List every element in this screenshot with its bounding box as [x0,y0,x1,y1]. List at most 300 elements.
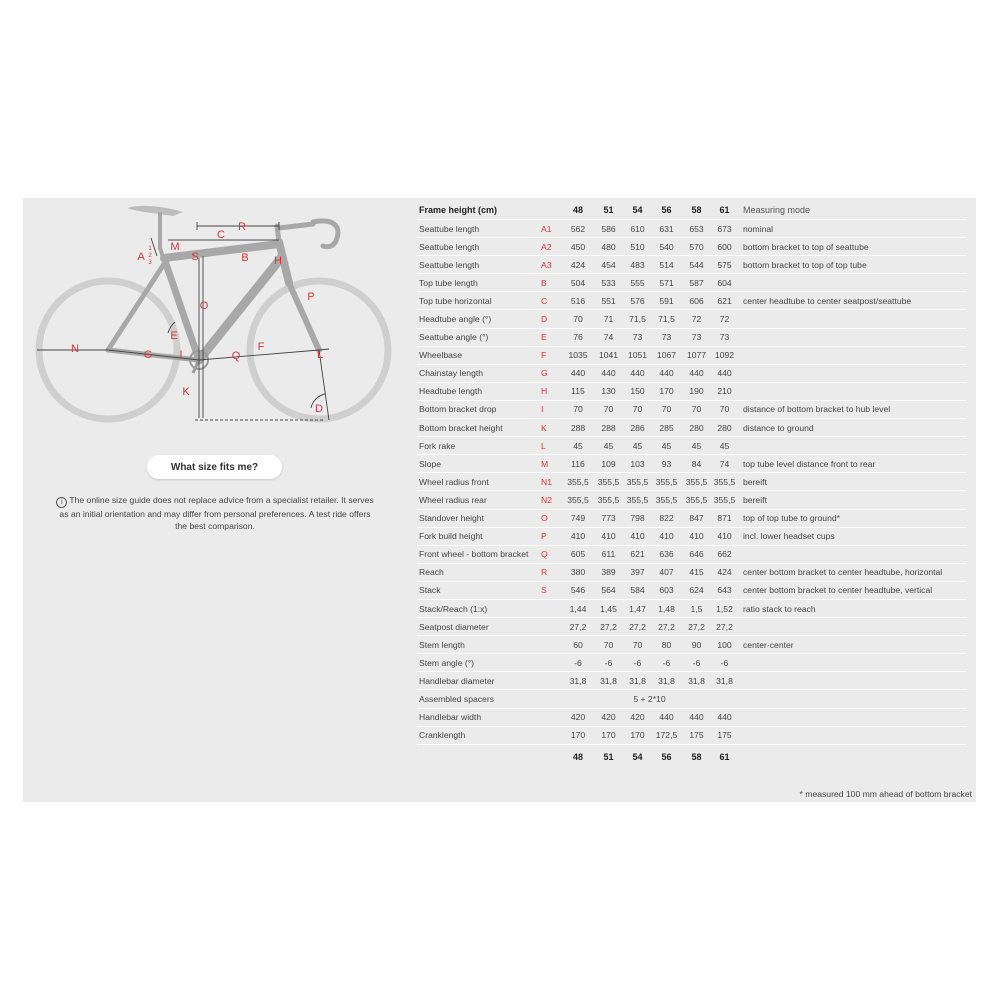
cell-value: 60 [562,636,594,654]
row-code [541,726,562,744]
cell-value: 76 [562,328,594,346]
cell-value: 440 [594,364,623,382]
cell-value: 45 [712,437,737,455]
row-code: Q [541,545,562,563]
label-N: N [71,343,79,355]
cell-value: 606 [681,292,712,310]
cell-value: 286 [623,419,652,437]
cell-value: 584 [623,581,652,599]
cell-value: 45 [623,437,652,455]
cell-value: 116 [562,455,594,473]
row-label: Slope [417,455,541,473]
cell-value: 170 [562,726,594,744]
table-row [417,599,966,617]
table-row [417,310,966,328]
row-code: S [541,581,562,599]
cell-value: 170 [594,726,623,744]
table-row [417,364,966,382]
row-note: top tube level distance front to rear [737,455,966,473]
cell-value: 407 [652,563,681,581]
row-code [541,654,562,672]
cell-value: 71,5 [623,310,652,328]
table-row [417,437,966,455]
row-note: center bottom bracket to center headtube, horizontal [737,563,966,581]
cell-value: 1041 [594,346,623,364]
row-note [737,382,966,400]
cell-value: 109 [594,455,623,473]
cell-value: 533 [594,274,623,292]
row-code [541,599,562,617]
row-label: Headtube length [417,382,541,400]
cell-value: 410 [623,527,652,545]
cell-value: -6 [594,654,623,672]
cell-value: 70 [712,400,737,418]
label-G: G [143,349,153,361]
row-label: Wheel radius front [417,473,541,491]
row-label: Wheelbase [417,346,541,364]
cell-value: 551 [594,292,623,310]
row-code: R [541,563,562,581]
row-label: Chainstay length [417,364,541,382]
cell-value: 31,8 [681,672,712,690]
row-label: Wheel radius rear [417,491,541,509]
row-note: top of top tube to ground* [737,509,966,527]
row-label: Cranklength [417,726,541,744]
cell-value: 389 [594,563,623,581]
row-label: Reach [417,563,541,581]
table-row [417,382,966,400]
row-label: Stem angle (°) [417,654,541,672]
table-row [417,238,966,256]
cell-value: 420 [562,708,594,726]
cell-value: 1,47 [623,599,652,617]
cell-value: 420 [594,708,623,726]
disclaimer-text: The online size guide does not replace advice from a specialist retailer. It serves as an initial orientation and may differ from personal preferences. A test ride offers the best comparison. [59,495,374,531]
cell-value: 27,2 [652,618,681,636]
cell-value: 27,2 [681,618,712,636]
cell-value: 27,2 [623,618,652,636]
table-row [417,328,966,346]
cell-value: 115 [562,382,594,400]
label-B: B [241,252,249,264]
table-row [417,346,966,364]
row-code [541,672,562,690]
row-code [541,636,562,654]
row-label: Fork rake [417,437,541,455]
table-row [417,618,966,636]
size-footer: 56 [661,751,672,762]
table-row [417,256,966,274]
row-label: Seattube length [417,220,541,238]
cell-value: 514 [652,256,681,274]
row-code: P [541,527,562,545]
row-note: nominal [737,220,966,238]
row-note: distance of bottom bracket to hub level [737,400,966,418]
row-note: bereift [737,491,966,509]
row-label: Handlebar width [417,708,541,726]
cell-value: 636 [652,545,681,563]
size-guide-disclaimer [55,494,375,532]
cell-value: 355,5 [562,491,594,509]
footnote: * measured 100 mm ahead of bottom bracket [799,789,972,799]
row-code: F [541,346,562,364]
table-row [417,672,966,690]
row-note: bereift [737,473,966,491]
cell-value: 624 [681,581,712,599]
cell-value: 544 [681,256,712,274]
cell-value: 410 [681,527,712,545]
label-C: C [217,229,225,241]
cell-value: 621 [623,545,652,563]
label-A: A [137,251,145,263]
label-H: H [274,255,282,267]
cell-value: 380 [562,563,594,581]
cell-value: 170 [652,382,681,400]
cell-value: 871 [712,509,737,527]
cell-value: 73 [652,328,681,346]
cell-value: 440 [681,364,712,382]
cell-value: 410 [652,527,681,545]
cell-value: 70 [652,400,681,418]
row-note: bottom bracket to top of top tube [737,256,966,274]
size-header: 56 [652,201,681,220]
cell-value: 576 [623,292,652,310]
row-code: A1 [541,220,562,238]
row-note [737,310,966,328]
info-icon: i [56,497,67,508]
cell-value: 175 [712,726,737,744]
label-I: I [179,349,183,361]
cell-value: 31,8 [623,672,652,690]
geometry-table [417,201,966,769]
row-label: Seattube length [417,256,541,274]
cell-value: 45 [652,437,681,455]
row-note: center bottom bracket to center headtube, vertical [737,581,966,599]
cell-value: 1,5 [681,599,712,617]
cell-value: 100 [712,636,737,654]
table-row [417,509,966,527]
cell-value: 440 [712,708,737,726]
row-label: Headtube angle (°) [417,310,541,328]
label-M: M [170,241,180,253]
row-note: distance to ground [737,419,966,437]
size-footer: 54 [632,751,643,762]
row-note [737,364,966,382]
cell-value: 210 [712,382,737,400]
row-code: I [541,400,562,418]
cell-value: 621 [712,292,737,310]
cell-value: 546 [562,581,594,599]
label-D: D [315,403,323,415]
cell-value: 190 [681,382,712,400]
row-code: N2 [541,491,562,509]
cell-value: 415 [681,563,712,581]
table-row [417,581,966,599]
cell-value: 653 [681,220,712,238]
cell-value: -6 [562,654,594,672]
geometry-table-body [417,220,966,745]
row-note [737,618,966,636]
cell-value: 73 [681,328,712,346]
label-O: O [199,300,209,312]
row-label: Seatpost diameter [417,618,541,636]
cell-value: 72 [681,310,712,328]
cell-value: 516 [562,292,594,310]
cell-value: 1035 [562,346,594,364]
measuring-mode-header: Measuring mode [737,201,966,220]
cell-value: 355,5 [652,473,681,491]
cell-value: 355,5 [594,473,623,491]
cell-value: 45 [562,437,594,455]
cell-value: 70 [623,400,652,418]
cell-value: 749 [562,509,594,527]
cell-value: 397 [623,563,652,581]
cell-value: 45 [681,437,712,455]
cell-value: 170 [623,726,652,744]
cell-value: 285 [652,419,681,437]
cell-value: 440 [652,364,681,382]
row-label: Bottom bracket drop [417,400,541,418]
cell-value: 564 [594,581,623,599]
cell-value: 673 [712,220,737,238]
row-code: D [541,310,562,328]
cell-value: 1,48 [652,599,681,617]
cell-value: 355,5 [652,491,681,509]
table-row [417,654,966,672]
cell-value: 504 [562,274,594,292]
row-code: L [541,437,562,455]
cell-value: 483 [623,256,652,274]
row-code: E [541,328,562,346]
cell-value: 1,45 [594,599,623,617]
cell-value: 575 [712,256,737,274]
table-row [417,527,966,545]
cell-value: 440 [712,364,737,382]
saddle [127,206,183,216]
cell-value: 31,8 [712,672,737,690]
row-note: incl. lower headset cups [737,527,966,545]
row-note [737,545,966,563]
cell-value: 1051 [623,346,652,364]
bike-geometry-diagram [23,198,403,448]
cell-value: 440 [681,708,712,726]
cell-value: 27,2 [712,618,737,636]
cell-value: 45 [594,437,623,455]
cell-value: 355,5 [562,473,594,491]
size-header: 58 [681,201,712,220]
label-R: R [238,221,246,233]
cell-value: 646 [681,545,712,563]
row-note: ratio stack to reach [737,599,966,617]
cell-value: 355,5 [623,491,652,509]
cell-value: 600 [712,238,737,256]
table-row [417,220,966,238]
row-note: bottom bracket to top of seattube [737,238,966,256]
cell-value: 71 [594,310,623,328]
row-note [737,726,966,744]
table-row [417,690,966,708]
cell-value: 93 [652,455,681,473]
cell-value: 510 [623,238,652,256]
cell-value: 70 [562,310,594,328]
cell-value: 31,8 [652,672,681,690]
row-label: Seattube angle (°) [417,328,541,346]
label-P: P [307,291,315,303]
table-row [417,292,966,310]
cell-value: 631 [652,220,681,238]
cell-value: 70 [594,400,623,418]
label-L: L [316,349,324,361]
cell-value: 587 [681,274,712,292]
cell-value: -6 [652,654,681,672]
row-code: B [541,274,562,292]
cell-value: 1,52 [712,599,737,617]
row-label: Bottom bracket height [417,419,541,437]
row-label: Handlebar diameter [417,672,541,690]
cell-value: 643 [712,581,737,599]
cell-value: 604 [712,274,737,292]
row-note [737,708,966,726]
cell-value: 1067 [652,346,681,364]
cell-value: 440 [623,364,652,382]
cell-value: 424 [712,563,737,581]
table-row [417,545,966,563]
row-label: Standover height [417,509,541,527]
cell-value: 355,5 [623,473,652,491]
row-label: Seattube length [417,238,541,256]
cell-value: 74 [712,455,737,473]
cell-value: 1092 [712,346,737,364]
cell-value: 84 [681,455,712,473]
cell-value: 175 [681,726,712,744]
cell-value: 71,5 [652,310,681,328]
row-code [541,708,562,726]
cell-value: 172,5 [652,726,681,744]
row-code: H [541,382,562,400]
cell-value: 27,2 [562,618,594,636]
cell-value: 150 [623,382,652,400]
size-header: 61 [712,201,737,220]
label-Q: Q [231,350,241,362]
label-A1: 1 [148,246,152,252]
frame-height-header: Frame height (cm) [417,201,541,220]
cell-value: 605 [562,545,594,563]
cell-value: 73 [623,328,652,346]
label-A3: 3 [148,260,152,266]
cell-value: 555 [623,274,652,292]
row-merged-value: 5 + 2*10 [562,690,737,708]
cell-value: 591 [652,292,681,310]
row-label: Stem length [417,636,541,654]
row-note [737,690,966,708]
table-row [417,473,966,491]
cell-value: 611 [594,545,623,563]
table-row [417,636,966,654]
table-footer-row [417,744,966,769]
cell-value: 570 [681,238,712,256]
cell-value: 822 [652,509,681,527]
cell-value: 70 [623,636,652,654]
row-code: O [541,509,562,527]
table-row [417,563,966,581]
row-code: A3 [541,256,562,274]
cell-value: 70 [681,400,712,418]
row-label: Stack [417,581,541,599]
row-note [737,328,966,346]
row-code: K [541,419,562,437]
cell-value: -6 [712,654,737,672]
table-header-row [417,201,966,220]
cell-value: 31,8 [594,672,623,690]
size-footer: 51 [603,751,614,762]
cell-value: 80 [652,636,681,654]
cell-value: 847 [681,509,712,527]
row-code: G [541,364,562,382]
cell-value: 90 [681,636,712,654]
cell-value: 610 [623,220,652,238]
row-code [541,618,562,636]
cell-value: 440 [562,364,594,382]
label-F: F [257,341,265,353]
cell-value: 73 [712,328,737,346]
cell-value: -6 [623,654,652,672]
table-row [417,726,966,744]
row-code: A2 [541,238,562,256]
cell-value: 1,44 [562,599,594,617]
label-E: E [170,330,178,342]
size-footer: 48 [572,751,583,762]
row-note [737,672,966,690]
cell-value: 288 [562,419,594,437]
cell-value: 410 [562,527,594,545]
cell-value: 280 [681,419,712,437]
row-label: Fork build height [417,527,541,545]
size-header: 51 [594,201,623,220]
cell-value: 410 [594,527,623,545]
label-K: K [182,386,190,398]
cell-value: 355,5 [712,491,737,509]
cell-value: 450 [562,238,594,256]
cell-value: 70 [594,636,623,654]
cell-value: 586 [594,220,623,238]
cell-value: 440 [652,708,681,726]
row-label: Front wheel - bottom bracket [417,545,541,563]
cell-value: 70 [562,400,594,418]
row-note: center-center [737,636,966,654]
size-footer: 58 [691,751,702,762]
size-fit-button[interactable]: What size fits me? [147,455,282,479]
table-row [417,708,966,726]
label-S: S [191,251,199,263]
row-label: Stack/Reach (1:x) [417,599,541,617]
cell-value: 355,5 [681,491,712,509]
table-row [417,419,966,437]
cell-value: 420 [623,708,652,726]
row-note [737,274,966,292]
cell-value: 540 [652,238,681,256]
cell-value: 355,5 [681,473,712,491]
cell-value: 410 [712,527,737,545]
cell-value: 480 [594,238,623,256]
label-A2: 2 [148,253,152,259]
row-note [737,437,966,455]
row-label: Assembled spacers [417,690,541,708]
geometry-panel [23,198,976,802]
table-row [417,400,966,418]
cell-value: 355,5 [712,473,737,491]
table-row [417,455,966,473]
cell-value: 288 [594,419,623,437]
